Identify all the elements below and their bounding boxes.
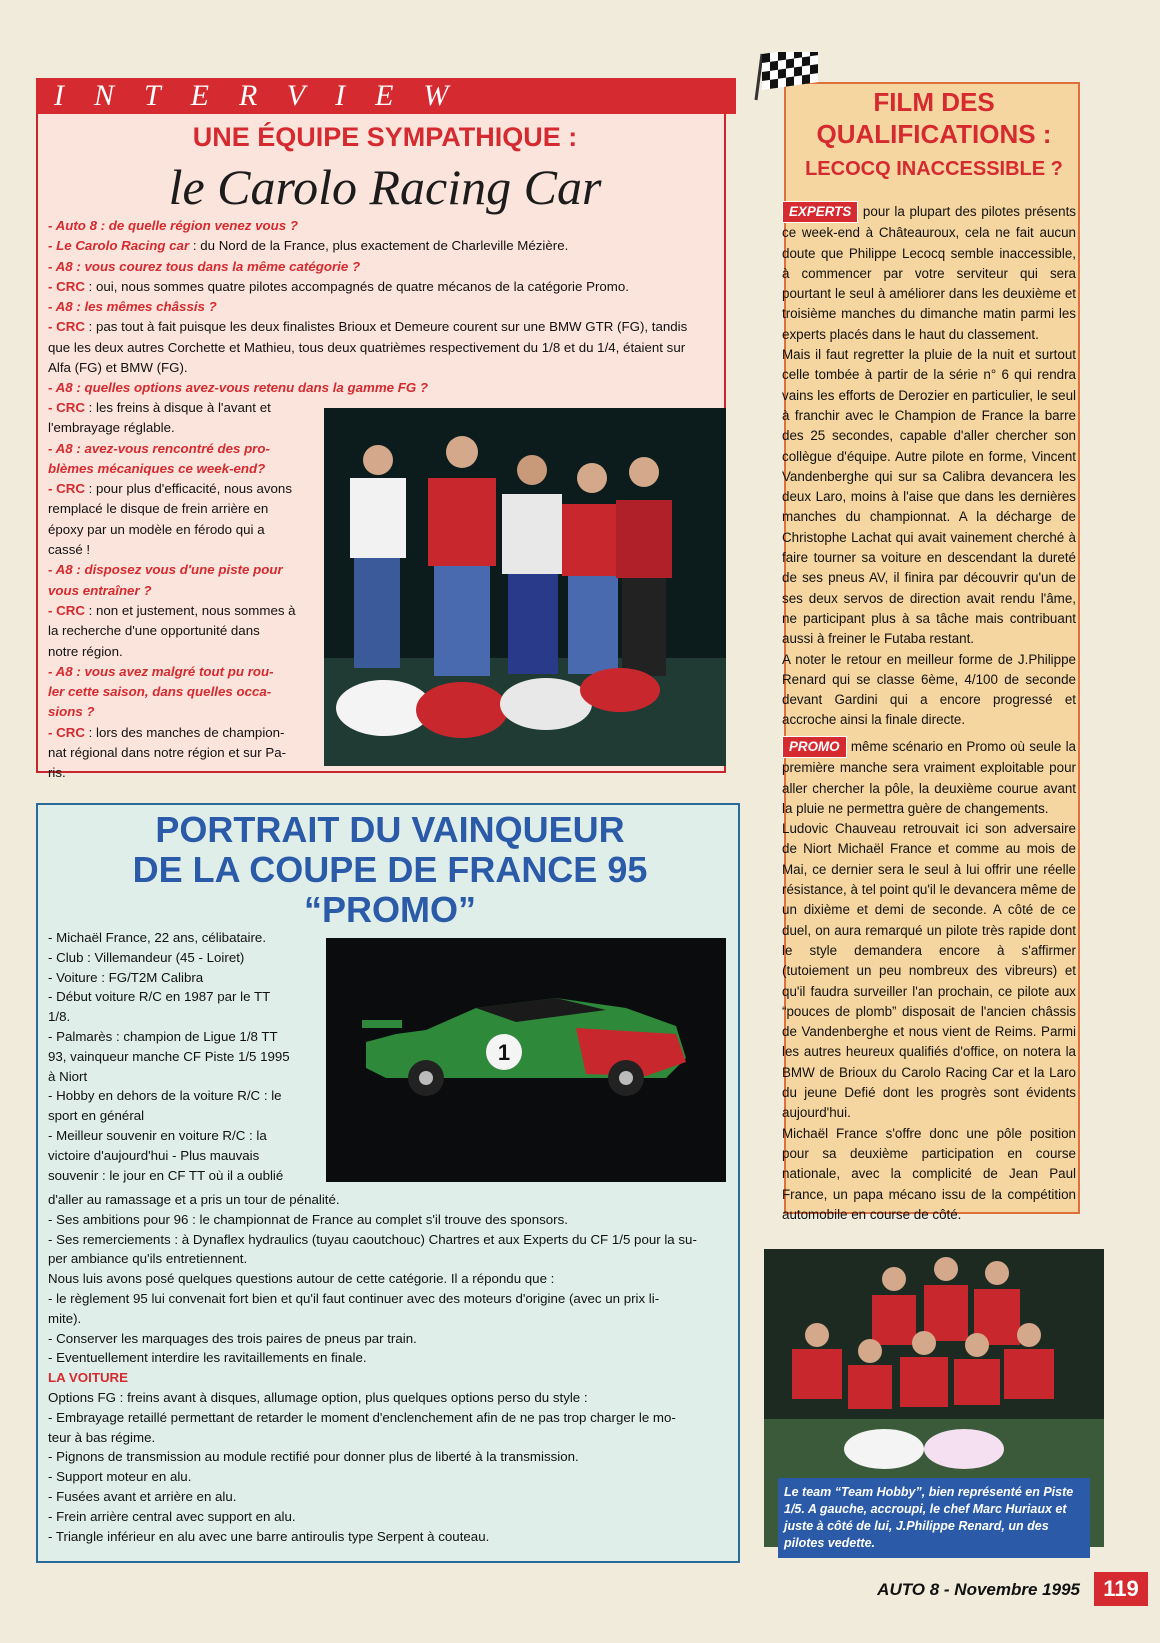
car-photo-illustration	[326, 938, 726, 1182]
portrait-line: teur à bas régime.	[48, 1429, 156, 1445]
portrait-line: - Hobby en dehors de la voiture R/C : le	[48, 1088, 282, 1104]
film-title	[786, 86, 1082, 150]
interview-line: - A8 : quelles options avez-vous retenu dans la gamme FG ?	[48, 380, 429, 396]
portrait-title-line: “PROMO”	[303, 889, 476, 930]
interview-line: - A8 : vous courez tous dans la même catégorie ?	[48, 258, 361, 274]
interview-line: sions ?	[48, 704, 95, 720]
film-title-line: QUALIFICATIONS :	[816, 119, 1052, 149]
portrait-line: - Conserver les marquages des trois paires de pneus par train.	[48, 1330, 417, 1346]
interview-line: - CRC : pas tout à fait puisque les deux finalistes Brioux et Demeure courent sur une BMW GTR (FG), tandis	[48, 319, 688, 335]
portrait-line: per ambiance qu'ils entretiennent.	[48, 1251, 248, 1267]
experts-paragraph: Mais il faut regretter la pluie de la nuit et surtout celle tombée à partir de la série n° 6 qui rendra vains les efforts de Derozier en particulier, le seul à franchir avec le Champion de France la barre des 25 secondes, capable d'aller chercher son collègue d'équipe. Autre pilote en forme, Vincent Vandenberghe qui sur sa Calibra devancera les deux Laro, moins à l'aise que dans les dernières manches du championnat. A la décharge de Christophe Lachat qui avait vainement cherché à faire tourner sa voiture en descendant la dureté de ses pneus AV, il finira par découvrir qu'un de ses deux servos de direction avait rendu l'âme, ne participant plus à sa tâche mais contribuant aussi à freiner le Futaba restant.	[782, 347, 1076, 647]
interview-line: notre région.	[48, 643, 123, 659]
portrait-line: Nous luis avons posé quelques questions autour de cette catégorie. Il a répondu que :	[48, 1271, 555, 1287]
interview-title: UNE ÉQUIPE SYMPATHIQUE :	[192, 122, 578, 152]
car-heading: LA VOITURE	[48, 1370, 129, 1386]
portrait-line: 93, vainqueur manche CF Piste 1/5 1995	[48, 1048, 290, 1064]
interview-line: - CRC : pour plus d'efficacité, nous avons	[48, 481, 292, 497]
interview-line: Alfa (FG) et BMW (FG).	[48, 360, 188, 376]
portrait-title-line: PORTRAIT DU VAINQUEUR	[155, 809, 625, 850]
portrait-line: - Michaël France, 22 ans, célibataire.	[48, 930, 267, 945]
promo-paragraph: PROMO même scénario en Promo où seule la première manche sera vraiment exploitable pour aller chercher la pôle, la deuxième courue avant la pluie ne permettra guère de changements.	[782, 736, 1076, 819]
interview-line: ler cette saison, dans quelles occa-	[48, 684, 272, 700]
portrait-text-bottom	[48, 1190, 728, 1546]
portrait-title	[40, 810, 740, 930]
portrait-line: mite).	[48, 1310, 82, 1326]
interview-line: - A8 : disposez vous d'une piste pour	[48, 562, 283, 578]
portrait-line: à Niort	[48, 1068, 88, 1084]
experts-tag: EXPERTS	[782, 201, 858, 223]
promo-tag: PROMO	[782, 736, 847, 758]
portrait-line: - Meilleur souvenir en voiture R/C : la	[48, 1127, 267, 1143]
interview-line: - CRC : non et justement, nous sommes à	[48, 602, 296, 618]
portrait-line: Options FG : freins avant à disques, allumage option, plus quelques options perso du style :	[48, 1389, 588, 1405]
portrait-line: - Fusées avant et arrière en alu.	[48, 1488, 237, 1504]
portrait-line: souvenir : le jour en CF TT où il a oublié	[48, 1167, 284, 1183]
interview-line: - A8 : les mêmes châssis ?	[48, 299, 217, 315]
page-number: 119	[1094, 1572, 1148, 1606]
interview-text-top	[48, 216, 708, 399]
experts-paragraph: EXPERTS pour la plupart des pilotes présents ce week-end à Châteauroux, cela ne fait aucun doute que Philippe Lecocq semble inaccessible, à commencer par votre serviteur qui sera pourtant le seul à améliorer dans les deuxième et troisième manches du dimanche matin parmi les experts placés dans le haut du classement.	[782, 201, 1076, 345]
interview-line: l'embrayage réglable.	[48, 420, 175, 436]
interview-line: - CRC : oui, nous sommes quatre pilotes accompagnés de quatre mécanos de la catégorie Promo.	[48, 278, 629, 294]
portrait-line: sport en général	[48, 1108, 145, 1124]
interview-line: que les deux autres Corchette et Mathieu, tous deux quatrièmes respectivement du 1/8 et du 1/4, étaient sur	[48, 339, 686, 355]
interview-line: vous entraîner ?	[48, 582, 152, 598]
magazine-footer: AUTO 8 - Novembre 1995	[877, 1580, 1080, 1599]
interview-text-left	[48, 398, 316, 784]
team-photo-carolo	[324, 408, 726, 766]
film-subtitle: LECOCQ INACCESSIBLE ?	[805, 158, 1063, 180]
interview-line: - Auto 8 : de quelle région venez vous ?	[48, 218, 298, 233]
team-photo-illustration	[324, 408, 726, 766]
portrait-line: - Frein arrière central avec support en alu.	[48, 1508, 296, 1524]
film-title-line: FILM DES	[873, 87, 995, 117]
portrait-line: - Ses remerciements : à Dynaflex hydraulics (tuyau caoutchouc) Chartres et aux Experts du CF 1/5 pour la su-	[48, 1231, 697, 1247]
promo-paragraph: Ludovic Chauveau retrouvait ici son adversaire de Niort Michaël France et comme au mois de Mai, ce dernier sera le seul à lui offrir une réelle résistance, à tel point qu'il le devancera même de un dixième et demi de seconde. A côté de ce duel, on aura remarqué un pilote très rapide dont le style demandera encore à s'affirmer (tutoiement un peu nombreux des vibreurs) et qu'il faudra surveiller l'an prochain, ce pilote aux “pouces de plomb” disposait de l'ancien châssis de Vandenberghe et nous vient de Reims. Parmi les autres heureux qualifiés d'office, on notera la BMW de Brioux du Carolo Racing Car et la Laro du jeune Defié dont les progrès sont évidents aujourd'hui.	[782, 821, 1076, 1121]
interview-line: remplacé le disque de frein arrière en	[48, 501, 269, 517]
portrait-line: - Ses ambitions pour 96 : le championnat de France au complet s'il trouve des sponsors.	[48, 1211, 568, 1227]
interview-line: cassé !	[48, 542, 91, 558]
interview-line: époxy par un modèle en férodo qui a	[48, 521, 265, 537]
interview-line: ris.	[48, 765, 66, 781]
portrait-line: 1/8.	[48, 1009, 71, 1025]
portrait-line: - Voiture : FG/T2M Calibra	[48, 969, 204, 985]
portrait-line: - Eventuellement interdire les ravitaillements en finale.	[48, 1350, 367, 1366]
portrait-line: victoire d'aujourd'hui - Plus mauvais	[48, 1147, 260, 1163]
film-promo-text	[782, 736, 1076, 1225]
portrait-line: - Début voiture R/C en 1987 par le TT	[48, 989, 271, 1005]
interview-banner: INTERVIEW	[36, 78, 736, 114]
interview-subtitle: le Carolo Racing Car	[168, 159, 602, 215]
portrait-line: - Triangle inférieur en alu avec une barre antiroulis type Serpent à couteau.	[48, 1528, 490, 1544]
interview-line: la recherche d'une opportunité dans	[48, 623, 260, 639]
team-photo-caption: Le team “Team Hobby”, bien représenté en Piste 1/5. A gauche, accroupi, le chef Marc Huriaux et juste à côté de lui, J.Philippe Renard, un des pilotes vedette.	[778, 1478, 1090, 1558]
portrait-line: - Palmarès : champion de Ligue 1/8 TT	[48, 1028, 278, 1044]
portrait-text-left	[48, 928, 316, 1185]
interview-line: - A8 : vous avez malgré tout pu rou-	[48, 663, 274, 679]
portrait-title-line: DE LA COUPE DE FRANCE 95	[132, 849, 648, 890]
car-number: 1	[497, 1040, 511, 1065]
experts-paragraph: A noter le retour en meilleur forme de J.Philippe Renard qui se classe 6ème, 4/100 de seconde devant Gardini qui a encore progressé et accroche ainsi la finale directe.	[782, 651, 1076, 728]
interview-line: - CRC : lors des manches de champion-	[48, 724, 285, 740]
portrait-line: d'aller au ramassage et a pris un tour de pénalité.	[48, 1192, 340, 1207]
interview-line: - CRC : les freins à disque à l'avant et	[48, 400, 271, 415]
interview-line: - A8 : avez-vous rencontré des pro-	[48, 440, 270, 456]
film-experts-text	[782, 201, 1076, 731]
portrait-line: - Club : Villemandeur (45 - Loiret)	[48, 949, 245, 965]
portrait-line: - le règlement 95 lui convenait fort bien et qu'il faut continuer avec des moteurs d'origine (avec un prix li-	[48, 1290, 660, 1306]
car-photo-calibra	[326, 938, 726, 1182]
interview-line: - Le Carolo Racing car : du Nord de la France, plus exactement de Charleville Mézière.	[48, 238, 569, 254]
portrait-line: - Embrayage retaillé permettant de retarder le moment d'enclenchement afin de ne pas trop charger le mo-	[48, 1409, 676, 1425]
interview-line: nat régional dans notre région et sur Pa-	[48, 745, 287, 761]
interview-line: blèmes mécaniques ce week-end?	[48, 460, 266, 476]
portrait-line: - Pignons de transmission au module rectifié pour donner plus de liberté à la transmission.	[48, 1449, 579, 1465]
portrait-line: - Support moteur en alu.	[48, 1469, 192, 1485]
promo-paragraph: Michaël France s'offre donc une pôle position pour sa deuxième participation en course nationale, avec la complicité de Jean Paul France, un papa mécano issu de la compétition automobile en course de côté.	[782, 1125, 1076, 1222]
